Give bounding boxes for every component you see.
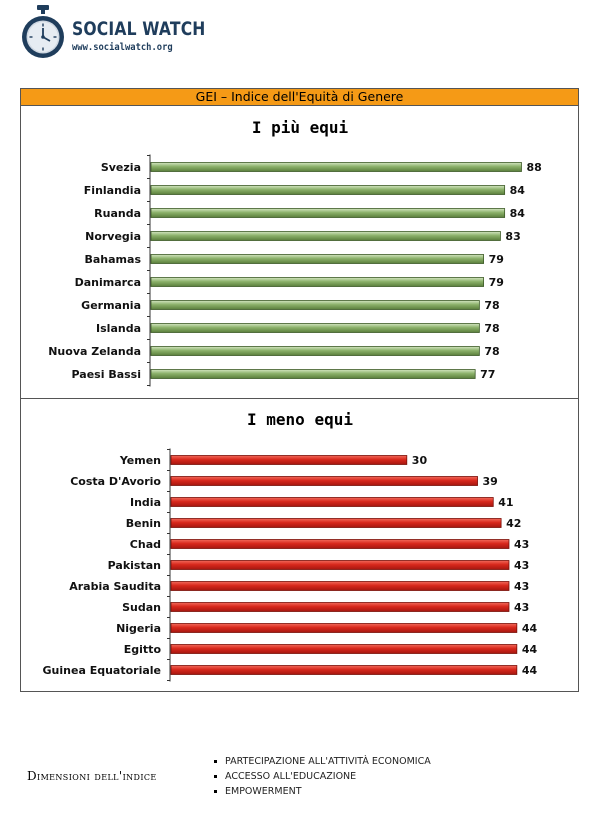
category-label: Sudan [122, 601, 161, 614]
category-label: Guinea Equatoriale [42, 664, 161, 677]
bar [151, 301, 479, 310]
bar [171, 624, 517, 633]
bullet-icon [214, 760, 217, 763]
bar [151, 163, 521, 172]
category-label: Germania [81, 299, 141, 312]
bullet-icon [214, 790, 217, 793]
value-label: 43 [513, 580, 530, 593]
category-label: Finlandia [83, 184, 141, 197]
category-label: Costa D'Avorio [70, 475, 161, 488]
bar [171, 603, 509, 612]
category-label: Chad [129, 538, 161, 551]
value-label: 88 [526, 161, 542, 174]
dimensions-list [214, 754, 431, 799]
dimensions-label: Dimensioni dell'indice [27, 769, 157, 783]
bar [151, 186, 505, 195]
chart-title-more: I più equi [251, 118, 349, 137]
category-label: Pakistan [107, 559, 161, 572]
value-label: 30 [411, 454, 428, 467]
dimension-item [214, 769, 431, 784]
value-label: 83 [505, 230, 521, 243]
bar [151, 209, 505, 218]
bar [151, 255, 484, 264]
bar [151, 278, 484, 287]
value-label: 44 [521, 643, 538, 656]
bar [171, 540, 509, 549]
bar [171, 456, 407, 465]
bar [151, 324, 479, 333]
value-label: 84 [509, 184, 525, 197]
category-label: Norvegia [85, 230, 141, 243]
chart-title-less: I meno equi [247, 410, 353, 429]
bar [151, 370, 475, 379]
value-label: 78 [484, 345, 500, 358]
category-label: Paesi Bassi [71, 368, 141, 381]
dimension-item [214, 784, 431, 799]
category-label: Egitto [123, 643, 161, 656]
category-label: Svezia [100, 161, 141, 174]
value-label: 41 [498, 496, 514, 509]
value-label: 79 [488, 276, 504, 289]
brand-name: SOCIAL WATCH [72, 18, 206, 40]
brand-url: www.socialwatch.org [72, 42, 173, 53]
bar [151, 232, 500, 241]
value-label: 43 [513, 601, 530, 614]
category-label: Bahamas [84, 253, 141, 266]
bar [171, 498, 493, 507]
panel-title: GEI – Indice dell'Equità di Genere [21, 89, 578, 106]
value-label: 39 [482, 475, 498, 488]
category-label: Arabia Saudita [69, 580, 161, 593]
category-label: Nuova Zelanda [48, 345, 141, 358]
category-label: India [130, 496, 161, 509]
bar [171, 666, 517, 675]
bullet-icon [214, 775, 217, 778]
category-label: Nigeria [116, 622, 161, 635]
value-label: 78 [484, 299, 500, 312]
category-label: Ruanda [94, 207, 141, 220]
dimension-label: PARTECIPAZIONE ALL'ATTIVITÀ ECONOMICA [225, 756, 431, 767]
bar [171, 582, 509, 591]
value-label: 44 [521, 664, 538, 677]
bar [171, 477, 478, 486]
bar [171, 645, 517, 654]
category-label: Danimarca [74, 276, 141, 289]
value-label: 44 [521, 622, 538, 635]
dimension-label: ACCESSO ALL'EDUCAZIONE [225, 771, 357, 782]
value-label: 78 [484, 322, 500, 335]
value-label: 84 [509, 207, 525, 220]
value-label: 77 [480, 368, 496, 381]
value-label: 79 [488, 253, 504, 266]
bar [171, 519, 501, 528]
bar [151, 347, 479, 356]
index-dimensions [0, 745, 600, 805]
bar [171, 561, 509, 570]
category-label: Benin [125, 517, 161, 530]
dimension-item [214, 754, 431, 769]
category-label: Islanda [96, 322, 141, 335]
value-label: 43 [513, 538, 530, 551]
dimension-label: EMPOWERMENT [225, 786, 302, 797]
category-label: Yemen [119, 454, 161, 467]
value-label: 43 [513, 559, 530, 572]
value-label: 42 [506, 517, 522, 530]
